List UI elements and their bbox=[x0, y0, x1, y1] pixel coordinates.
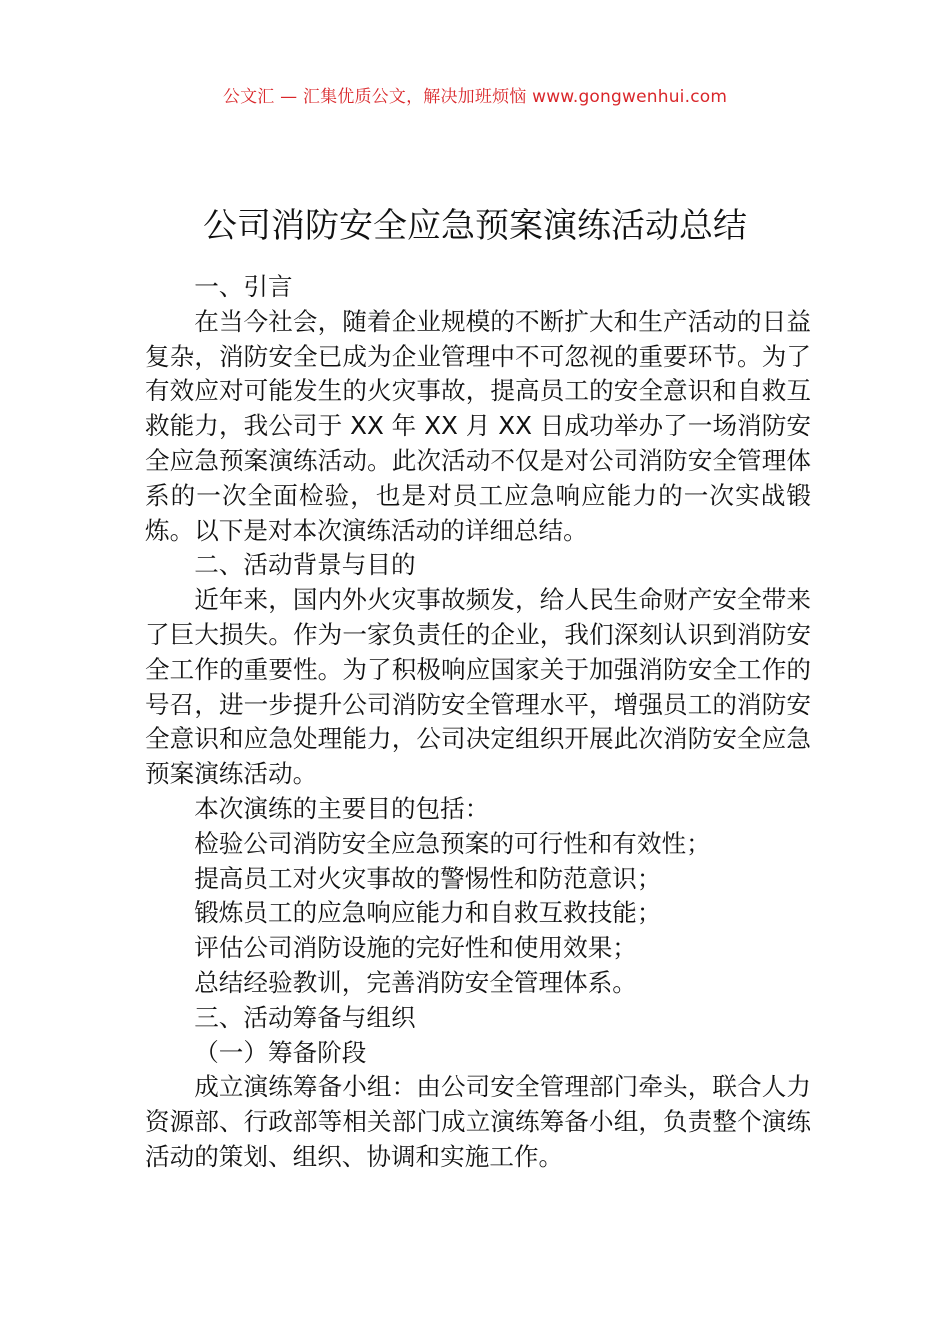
list-item: 检验公司消防安全应急预案的可行性和有效性； bbox=[194, 828, 711, 858]
subsection-heading-preparation: （一）筹备阶段 bbox=[194, 1037, 367, 1067]
header-banner: 公文汇 — 汇集优质公文，解决加班烦恼 www.gongwenhui.com bbox=[222, 87, 728, 107]
body-paragraph: 近年来，国内外火灾事故频发，给人民生命财产安全带来了巨大损失。作为一家负责任的企业，我们深刻认识到消防安全工作的重要性。为了积极响应国家关于加强消防安全工作的号召，进一步提升公司消防安全管理水平，增强员工的消防安全意识和应急处理能力，公司决定组织开展此次消防安全应急预案演练活动。 bbox=[145, 585, 811, 789]
body-paragraph: 本次演练的主要目的包括： bbox=[194, 793, 490, 823]
list-item: 评估公司消防设施的完好性和使用效果； bbox=[194, 933, 637, 963]
body-paragraph: 在当今社会，随着企业规模的不断扩大和生产活动的日益复杂，消防安全已成为企业管理中不可忽视的重要环节。为了有效应对可能发生的火灾事故，提高员工的安全意识和自救互救能力，我公司于 XX 年 XX 月 XX 日成功举办了一场消防安全应急预案演练活动。此次活动不仅是对公司消防安全管理体系的一次全面检验，也是对员工应急响应能力的一次实战锻炼。以下是对本次演练活动的详细总结。 bbox=[145, 306, 811, 545]
section-heading-background: 二、活动背景与目的 bbox=[194, 550, 416, 580]
document-title: 公司消防安全应急预案演练活动总结 bbox=[203, 205, 747, 246]
document-body bbox=[145, 270, 811, 1175]
section-heading-intro: 一、引言 bbox=[194, 272, 293, 301]
body-paragraph: 成立演练筹备小组：由公司安全管理部门牵头，联合人力资源部、行政部等相关部门成立演练筹备小组，负责整个演练活动的策划、组织、协调和实施工作。 bbox=[145, 1072, 811, 1171]
list-item: 总结经验教训，完善消防安全管理体系。 bbox=[194, 967, 637, 997]
section-heading-organization: 三、活动筹备与组织 bbox=[194, 1002, 416, 1032]
list-item: 提高员工对火灾事故的警惕性和防范意识； bbox=[194, 863, 662, 893]
list-item: 锻炼员工的应急响应能力和自救互救技能； bbox=[194, 898, 662, 928]
